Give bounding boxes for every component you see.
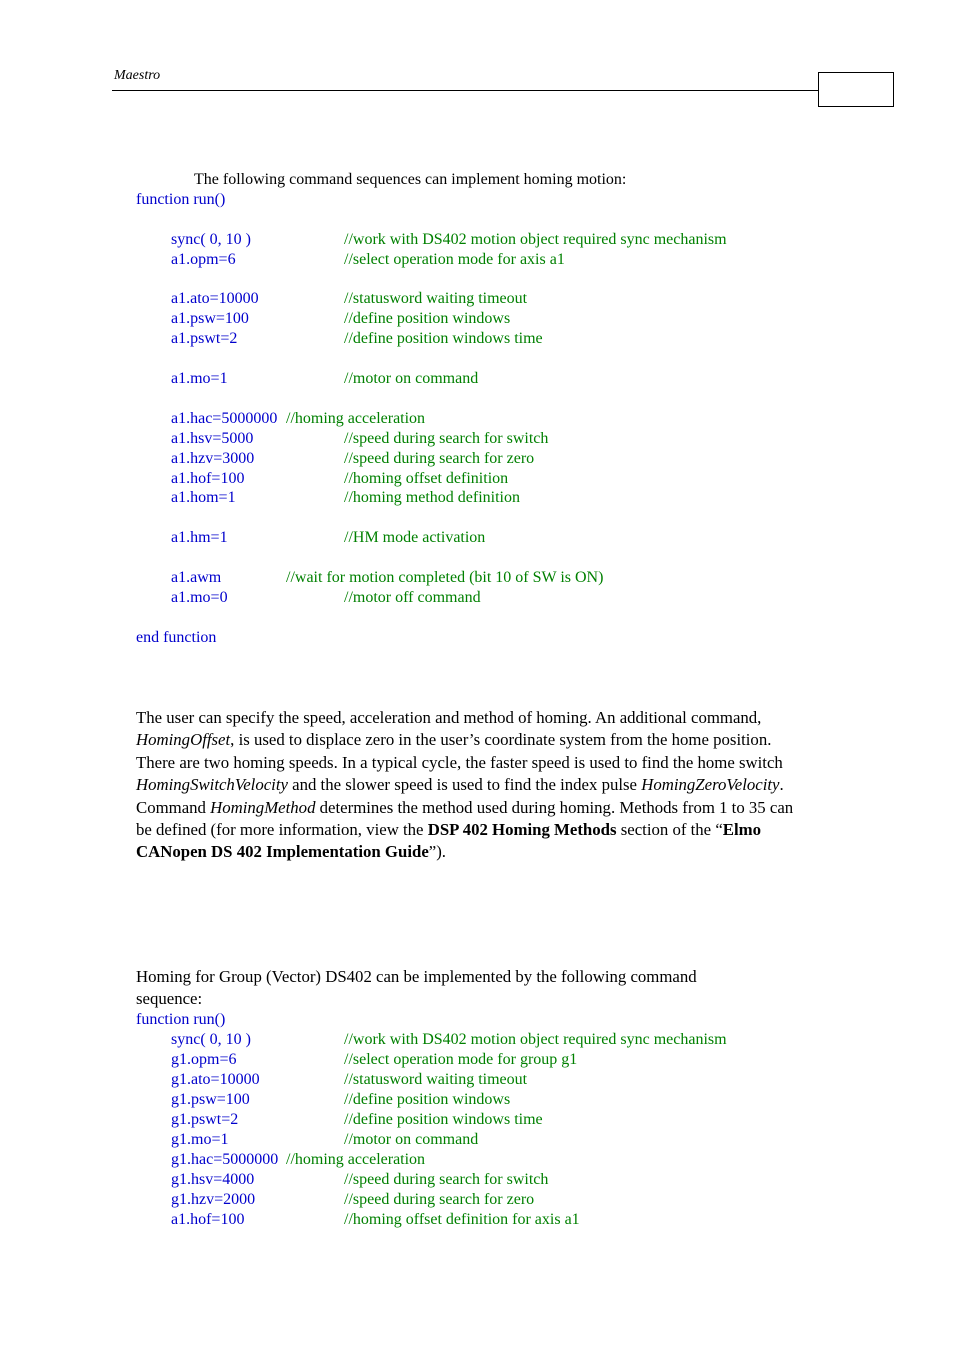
section2-intro-cont: sequence:	[136, 989, 203, 1008]
code-comment: //statusword waiting timeout	[344, 290, 528, 307]
code-comment: //homing method definition	[344, 489, 520, 506]
header-title: Maestro	[114, 68, 161, 83]
code-comment: //speed during search for zero	[344, 450, 535, 467]
function-end: end function	[136, 629, 217, 646]
code-line: a1.mo=1	[171, 370, 228, 387]
code-line: a1.hom=1	[171, 489, 236, 506]
code-line: a1.hof=100	[171, 470, 245, 487]
function-start: function run()	[136, 191, 226, 208]
code-line: a1.hsv=5000	[171, 430, 254, 447]
code-line: g1.hzv=2000	[171, 1191, 256, 1208]
function-start: function run()	[136, 1011, 226, 1028]
code-line: a1.hm=1	[171, 529, 228, 546]
code-line: g1.psw=100	[171, 1091, 250, 1108]
code-comment: //homing acceleration	[286, 410, 426, 427]
code-line: a1.hac=5000000	[171, 410, 278, 427]
section1-intro: The following command sequences can implement homing motion:	[194, 171, 627, 188]
code-comment: //define position windows	[344, 1091, 511, 1108]
code-comment: //homing acceleration	[286, 1151, 426, 1168]
code-line: g1.mo=1	[171, 1131, 229, 1148]
code-line: sync( 0, 10 )	[171, 231, 251, 248]
code-comment: //define position windows	[344, 310, 511, 327]
code-comment: //select operation mode for axis a1	[344, 251, 565, 268]
code-line: g1.hac=5000000	[171, 1151, 279, 1168]
code-line: g1.pswt=2	[171, 1111, 239, 1128]
code-line: g1.hsv=4000	[171, 1171, 255, 1188]
code-line: a1.mo=0	[171, 589, 228, 606]
code-line: a1.pswt=2	[171, 330, 238, 347]
code-line: a1.psw=100	[171, 310, 249, 327]
code-comment: //speed during search for zero	[344, 1191, 535, 1208]
code-comment: //work with DS402 motion object required sync mechanism	[344, 1031, 727, 1048]
code-comment: //work with DS402 motion object required sync mechanism	[344, 231, 727, 248]
section2-intro: Homing for Group (Vector) DS402 can be implemented by the following command	[136, 967, 697, 986]
code-comment: //HM mode activation	[344, 529, 486, 546]
code-comment: //define position windows time	[344, 1111, 543, 1128]
code-comment: //homing offset definition for axis a1	[344, 1211, 580, 1228]
code-line: g1.opm=6	[171, 1051, 237, 1068]
code-line: sync( 0, 10 )	[171, 1031, 251, 1048]
code-line: g1.ato=10000	[171, 1071, 260, 1088]
code-line: a1.hof=100	[171, 1211, 245, 1228]
code-comment: //statusword waiting timeout	[344, 1071, 528, 1088]
homing-explanation-paragraph: The user can specify the speed, acceleration and method of homing. An additional command, HomingOffset, is used to displace zero in the user’s coordinate system from the home position. There are two homing speeds. In a typical cycle, the faster speed is used to find the home switch HomingSwitchVelocity and the slower speed is used to find the index pulse HomingZeroVelocity. Command HomingMethod determines the method used during homing. Methods from 1 to 35 can be defined (for more information, view the DSP 402 Homing Methods section of the “Elmo CANopen DS 402 Implementation Guide”).	[136, 708, 794, 862]
code-comment: //wait for motion completed (bit 10 of SW is ON)	[286, 569, 604, 586]
page-number-box	[818, 72, 894, 107]
code-line: a1.awm	[171, 569, 222, 586]
code-comment: //speed during search for switch	[344, 1171, 549, 1188]
code-comment: //homing offset definition	[344, 470, 509, 487]
code-comment: //motor on command	[344, 1131, 479, 1148]
code-comment: //speed during search for switch	[344, 430, 549, 447]
code-line: a1.hzv=3000	[171, 450, 255, 467]
code-line: a1.opm=6	[171, 251, 236, 268]
code-comment: //motor on command	[344, 370, 479, 387]
code-comment: //define position windows time	[344, 330, 543, 347]
header-rule	[112, 90, 818, 91]
code-line: a1.ato=10000	[171, 290, 259, 307]
code-comment: //motor off command	[344, 589, 481, 606]
code-comment: //select operation mode for group g1	[344, 1051, 578, 1068]
